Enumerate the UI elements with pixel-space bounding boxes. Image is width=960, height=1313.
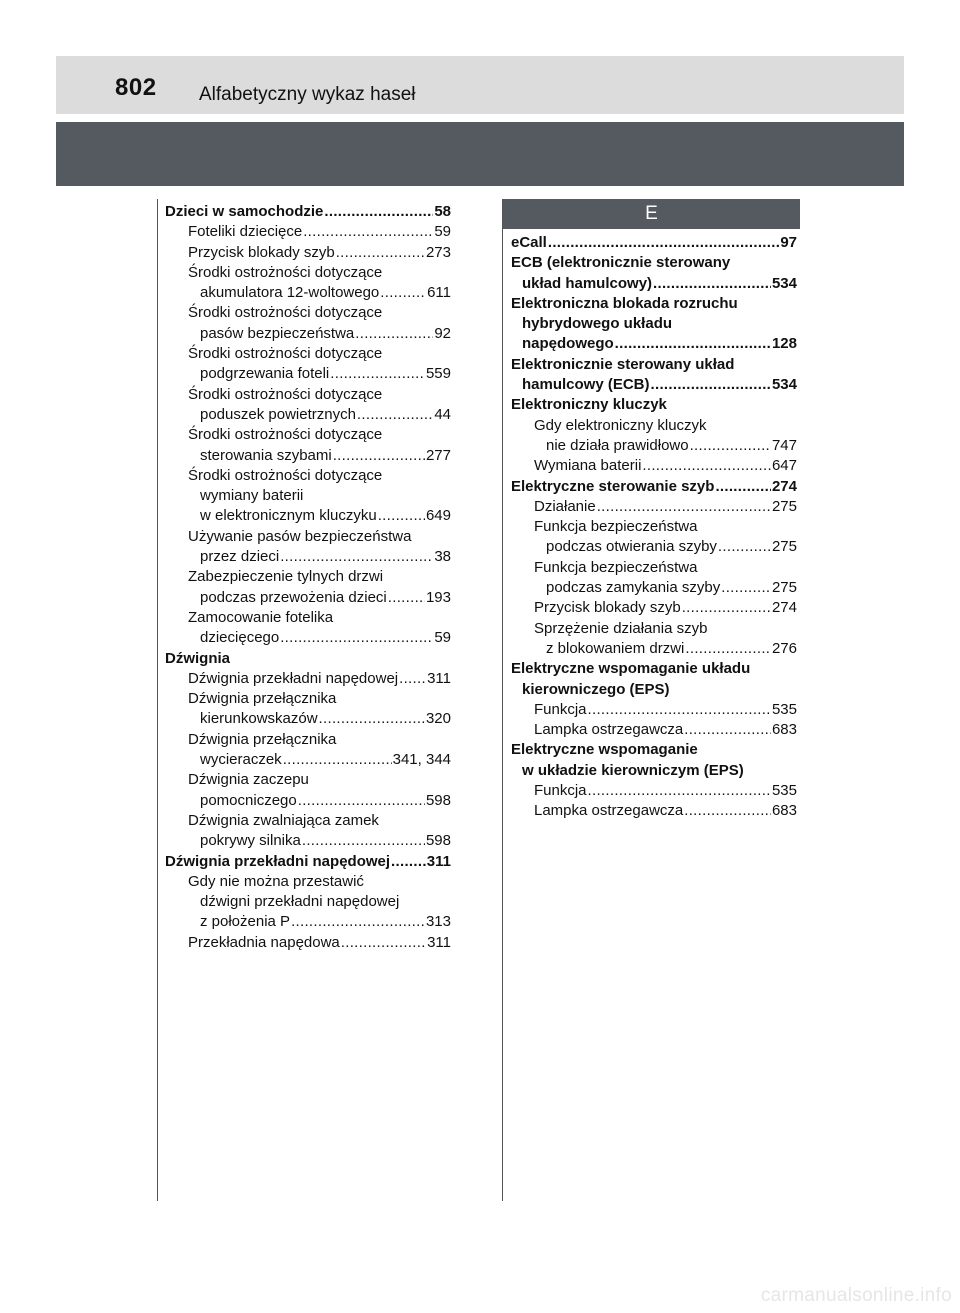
index-entry-page: 275 xyxy=(771,579,797,597)
dot-leader xyxy=(399,669,426,689)
index-column-right xyxy=(511,233,797,822)
dot-leader xyxy=(291,912,425,932)
page-number: 802 xyxy=(115,74,157,101)
index-entry-page: 275 xyxy=(771,497,797,515)
dot-leader xyxy=(690,436,771,456)
index-entry-text: podczas zamykania szyby xyxy=(546,579,721,597)
index-entry xyxy=(165,506,451,526)
index-entry xyxy=(511,375,797,395)
index-entry xyxy=(165,324,451,344)
dot-leader xyxy=(324,202,433,222)
index-entry-text: przez dzieci xyxy=(200,548,280,566)
watermark: carmanualsonline.info xyxy=(760,1285,952,1306)
index-entry-text: Elektryczne wspomaganie xyxy=(511,741,698,759)
dot-leader xyxy=(685,639,771,659)
index-entry-text: Przycisk blokady szyb xyxy=(188,243,335,261)
index-entry xyxy=(511,558,797,578)
index-entry-text: akumulatora 12-woltowego xyxy=(200,284,380,302)
dot-leader xyxy=(280,547,433,567)
index-entry-page: 275 xyxy=(771,538,797,556)
index-entry xyxy=(511,598,797,618)
index-entry xyxy=(165,405,451,425)
index-entry-page: 59 xyxy=(434,629,451,647)
index-entry-text: Dźwignia zwalniająca zamek xyxy=(188,811,379,829)
index-entry-text: podgrzewania foteli xyxy=(200,365,330,383)
index-entry xyxy=(511,761,797,781)
index-entry-page: 59 xyxy=(434,223,451,241)
index-entry-text: Funkcja bezpieczeństwa xyxy=(534,518,698,536)
index-entry xyxy=(165,425,451,445)
index-entry-text: Środki ostrożności dotyczące xyxy=(188,466,383,484)
index-entry-text: z położenia P xyxy=(200,913,291,931)
dot-leader xyxy=(280,628,433,648)
index-entry-text: pasów bezpieczeństwa xyxy=(200,324,355,342)
index-entry xyxy=(511,456,797,476)
dot-leader xyxy=(378,506,425,526)
index-entry xyxy=(511,497,797,517)
index-entry-text: Lampka ostrzegawcza xyxy=(534,802,684,820)
dot-leader xyxy=(651,375,771,395)
index-entry xyxy=(165,852,451,872)
index-entry xyxy=(165,385,451,405)
index-entry-page: 559 xyxy=(425,365,451,383)
dot-leader xyxy=(642,456,771,476)
index-entry-text: z blokowaniem drzwi xyxy=(546,639,685,657)
index-entry-text: Dźwignia przekładni napędowej xyxy=(188,669,399,687)
index-entry-text: Funkcja xyxy=(534,782,587,800)
index-entry xyxy=(165,872,451,892)
index-entry xyxy=(511,619,797,639)
index-entry xyxy=(165,628,451,648)
dot-leader xyxy=(653,274,771,294)
index-entry-page: 683 xyxy=(771,721,797,739)
index-entry xyxy=(511,395,797,415)
index-entry-page: 535 xyxy=(771,782,797,800)
index-entry xyxy=(165,202,451,222)
index-entry-text: podczas otwierania szyby xyxy=(546,538,717,556)
index-entry-page: 341, 344 xyxy=(392,751,451,769)
dot-leader xyxy=(319,709,425,729)
dot-leader xyxy=(303,222,433,242)
index-entry xyxy=(165,527,451,547)
index-entry-text: Środki ostrożności dotyczące xyxy=(188,385,383,403)
index-entry xyxy=(165,303,451,323)
dot-leader xyxy=(380,283,426,303)
index-entry-page: 276 xyxy=(771,639,797,657)
index-entry xyxy=(165,709,451,729)
index-entry-text: kierowniczego (EPS) xyxy=(522,680,670,698)
index-entry-text: Sprzężenie działania szyb xyxy=(534,619,708,637)
dot-leader xyxy=(388,588,425,608)
index-entry xyxy=(165,811,451,831)
index-entry-text: eCall xyxy=(511,234,547,251)
index-entry xyxy=(165,243,451,263)
index-entry xyxy=(165,912,451,932)
index-entry-text: Funkcja bezpieczeństwa xyxy=(534,558,698,576)
index-entry-text: Wymiana baterii xyxy=(534,457,642,475)
index-entry xyxy=(165,791,451,811)
index-entry xyxy=(511,578,797,598)
index-entry xyxy=(165,608,451,628)
index-entry xyxy=(165,263,451,283)
index-entry-text: Dźwignia przełącznika xyxy=(188,730,337,748)
dot-leader xyxy=(718,537,771,557)
page-title: Alfabetyczny wykaz haseł xyxy=(199,84,416,105)
index-column-left xyxy=(165,202,451,953)
index-entry-page: 311 xyxy=(427,933,451,951)
index-entry xyxy=(511,253,797,273)
index-entry xyxy=(511,537,797,557)
index-entry xyxy=(165,567,451,587)
index-entry xyxy=(511,314,797,334)
index-entry xyxy=(511,781,797,801)
index-entry xyxy=(511,294,797,314)
index-entry-text: w elektronicznym kluczyku xyxy=(200,507,377,525)
dot-leader xyxy=(684,801,771,821)
index-entry xyxy=(165,649,451,669)
index-entry-text: poduszek powietrznych xyxy=(200,405,356,423)
index-entry-text: Działanie xyxy=(534,497,596,515)
index-entry-text: Gdy elektroniczny kluczyk xyxy=(534,416,707,434)
index-entry-page: 273 xyxy=(425,243,451,261)
index-entry-page: 311 xyxy=(427,669,451,687)
index-entry-page: 534 xyxy=(771,274,797,292)
index-entry xyxy=(511,659,797,679)
index-entry-page: 598 xyxy=(425,791,451,809)
index-entry-text: Gdy nie można przestawić xyxy=(188,872,364,890)
dot-leader xyxy=(721,578,771,598)
index-entry-page: 128 xyxy=(771,335,797,353)
index-entry-page: 193 xyxy=(425,588,451,606)
dot-leader xyxy=(391,852,426,872)
index-entry-page: 534 xyxy=(771,376,797,394)
index-entry-page: 649 xyxy=(425,507,451,525)
index-entry-text: pokrywy silnika xyxy=(200,832,301,850)
index-entry-page: 535 xyxy=(771,700,797,718)
index-entry-page: 44 xyxy=(434,405,451,423)
index-entry-page: 97 xyxy=(780,234,797,251)
index-entry-text: hybrydowego układu xyxy=(522,315,673,333)
header-bar xyxy=(56,56,904,114)
column-rule-left xyxy=(157,199,158,1201)
index-entry-text: Dźwignia przełącznika xyxy=(188,690,337,708)
index-entry xyxy=(165,669,451,689)
index-entry xyxy=(511,740,797,760)
index-entry-page: 38 xyxy=(434,548,451,566)
index-entry xyxy=(511,639,797,659)
dot-leader xyxy=(588,781,771,801)
dot-leader xyxy=(597,497,771,517)
index-entry-text: Funkcja xyxy=(534,700,587,718)
index-entry xyxy=(511,334,797,354)
index-entry xyxy=(165,547,451,567)
index-entry-text: Elektroniczna blokada rozruchu xyxy=(511,294,738,312)
index-entry xyxy=(511,720,797,740)
index-entry xyxy=(165,933,451,953)
index-entry-text: Elektryczne wspomaganie układu xyxy=(511,660,751,678)
dot-leader xyxy=(588,700,771,720)
index-entry-text: Przekładnia napędowa xyxy=(188,933,340,951)
index-entry-page: 611 xyxy=(427,284,451,302)
dot-leader xyxy=(336,243,425,263)
index-entry-text: Zabezpieczenie tylnych drzwi xyxy=(188,568,384,586)
index-entry-text: kierunkowskazów xyxy=(200,710,318,728)
index-entry-text: Środki ostrożności dotyczące xyxy=(188,426,383,444)
index-entry-text: dźwigni przekładni napędowej xyxy=(200,893,400,911)
dot-leader xyxy=(341,933,426,953)
index-entry xyxy=(165,344,451,364)
dot-leader xyxy=(333,446,425,466)
index-entry xyxy=(511,517,797,537)
index-entry xyxy=(165,588,451,608)
index-entry-page: 747 xyxy=(771,436,797,454)
index-entry xyxy=(165,486,451,506)
index-entry xyxy=(165,222,451,242)
index-entry xyxy=(511,700,797,720)
index-entry-page: 311 xyxy=(426,852,451,870)
index-entry-page: 274 xyxy=(771,477,797,495)
index-entry xyxy=(511,801,797,821)
index-entry-page: 277 xyxy=(425,446,451,464)
dot-leader xyxy=(298,791,425,811)
dot-leader xyxy=(548,233,779,253)
index-entry-text: Środki ostrożności dotyczące xyxy=(188,345,383,363)
index-entry xyxy=(165,689,451,709)
index-entry-text: sterowania szybami xyxy=(200,446,332,464)
index-entry-text: Lampka ostrzegawcza xyxy=(534,721,684,739)
index-entry-text: Dźwignia zaczepu xyxy=(188,771,309,789)
index-entry-text: wymiany baterii xyxy=(200,487,304,505)
index-entry xyxy=(511,355,797,375)
index-entry-text: Dźwignia przekładni napędowej xyxy=(165,852,391,870)
index-entry-page: 647 xyxy=(771,457,797,475)
index-entry xyxy=(511,274,797,294)
index-entry xyxy=(165,750,451,770)
index-entry-text: hamulcowy (ECB) xyxy=(522,376,650,394)
index-entry-text: Przycisk blokady szyb xyxy=(534,599,681,617)
dot-leader xyxy=(357,405,433,425)
dot-leader xyxy=(682,598,771,618)
index-entry xyxy=(165,283,451,303)
section-band xyxy=(56,122,904,186)
index-entry-text: wycieraczek xyxy=(200,751,282,769)
index-entry-text: Zamocowanie fotelika xyxy=(188,608,334,626)
index-entry-text: Środki ostrożności dotyczące xyxy=(188,304,383,322)
index-entry-text: Środki ostrożności dotyczące xyxy=(188,263,383,281)
index-entry-page: 274 xyxy=(771,599,797,617)
index-entry-page: 58 xyxy=(434,203,451,220)
index-entry-text: Elektronicznie sterowany układ xyxy=(511,355,735,373)
index-entry xyxy=(511,233,797,253)
index-entry-text: Elektroniczny kluczyk xyxy=(511,396,667,414)
index-entry-text: podczas przewożenia dzieci xyxy=(200,588,387,606)
index-entry xyxy=(165,446,451,466)
dot-leader xyxy=(355,324,433,344)
index-entry-page: 313 xyxy=(425,913,451,931)
index-entry-text: ECB (elektronicznie sterowany xyxy=(511,254,731,272)
index-entry-text: pomocniczego xyxy=(200,791,297,809)
index-entry-text: dziecięcego xyxy=(200,629,280,647)
index-entry-text: Dzieci w samochodzie xyxy=(165,203,324,220)
index-entry-page: 92 xyxy=(434,324,451,342)
index-entry-text: Używanie pasów bezpieczeństwa xyxy=(188,527,412,545)
index-entry-text: Foteliki dziecięce xyxy=(188,223,303,241)
index-entry xyxy=(511,680,797,700)
index-entry-text: Dźwignia xyxy=(165,649,231,667)
index-entry-page: 598 xyxy=(425,832,451,850)
column-rule-middle xyxy=(502,199,503,1201)
index-entry-text: napędowego xyxy=(522,335,614,353)
dot-leader xyxy=(302,831,425,851)
index-entry xyxy=(165,466,451,486)
index-entry xyxy=(511,416,797,436)
index-entry xyxy=(165,730,451,750)
dot-leader xyxy=(283,750,392,770)
dot-leader xyxy=(330,364,425,384)
index-entry xyxy=(165,770,451,790)
index-entry-page: 683 xyxy=(771,802,797,820)
index-entry-text: nie działa prawidłowo xyxy=(546,436,689,454)
index-entry-text: układ hamulcowy) xyxy=(522,274,653,292)
index-entry-text: Elektryczne sterowanie szyb xyxy=(511,477,715,495)
index-entry xyxy=(511,436,797,456)
index-entry xyxy=(511,477,797,497)
dot-leader xyxy=(615,334,771,354)
index-entry xyxy=(165,364,451,384)
index-entry xyxy=(165,892,451,912)
dot-leader xyxy=(715,477,771,497)
index-entry xyxy=(165,831,451,851)
dot-leader xyxy=(684,720,771,740)
index-entry-text: w układzie kierowniczym (EPS) xyxy=(522,761,744,779)
index-entry-page: 320 xyxy=(425,710,451,728)
section-letter-badge: E xyxy=(503,199,800,229)
